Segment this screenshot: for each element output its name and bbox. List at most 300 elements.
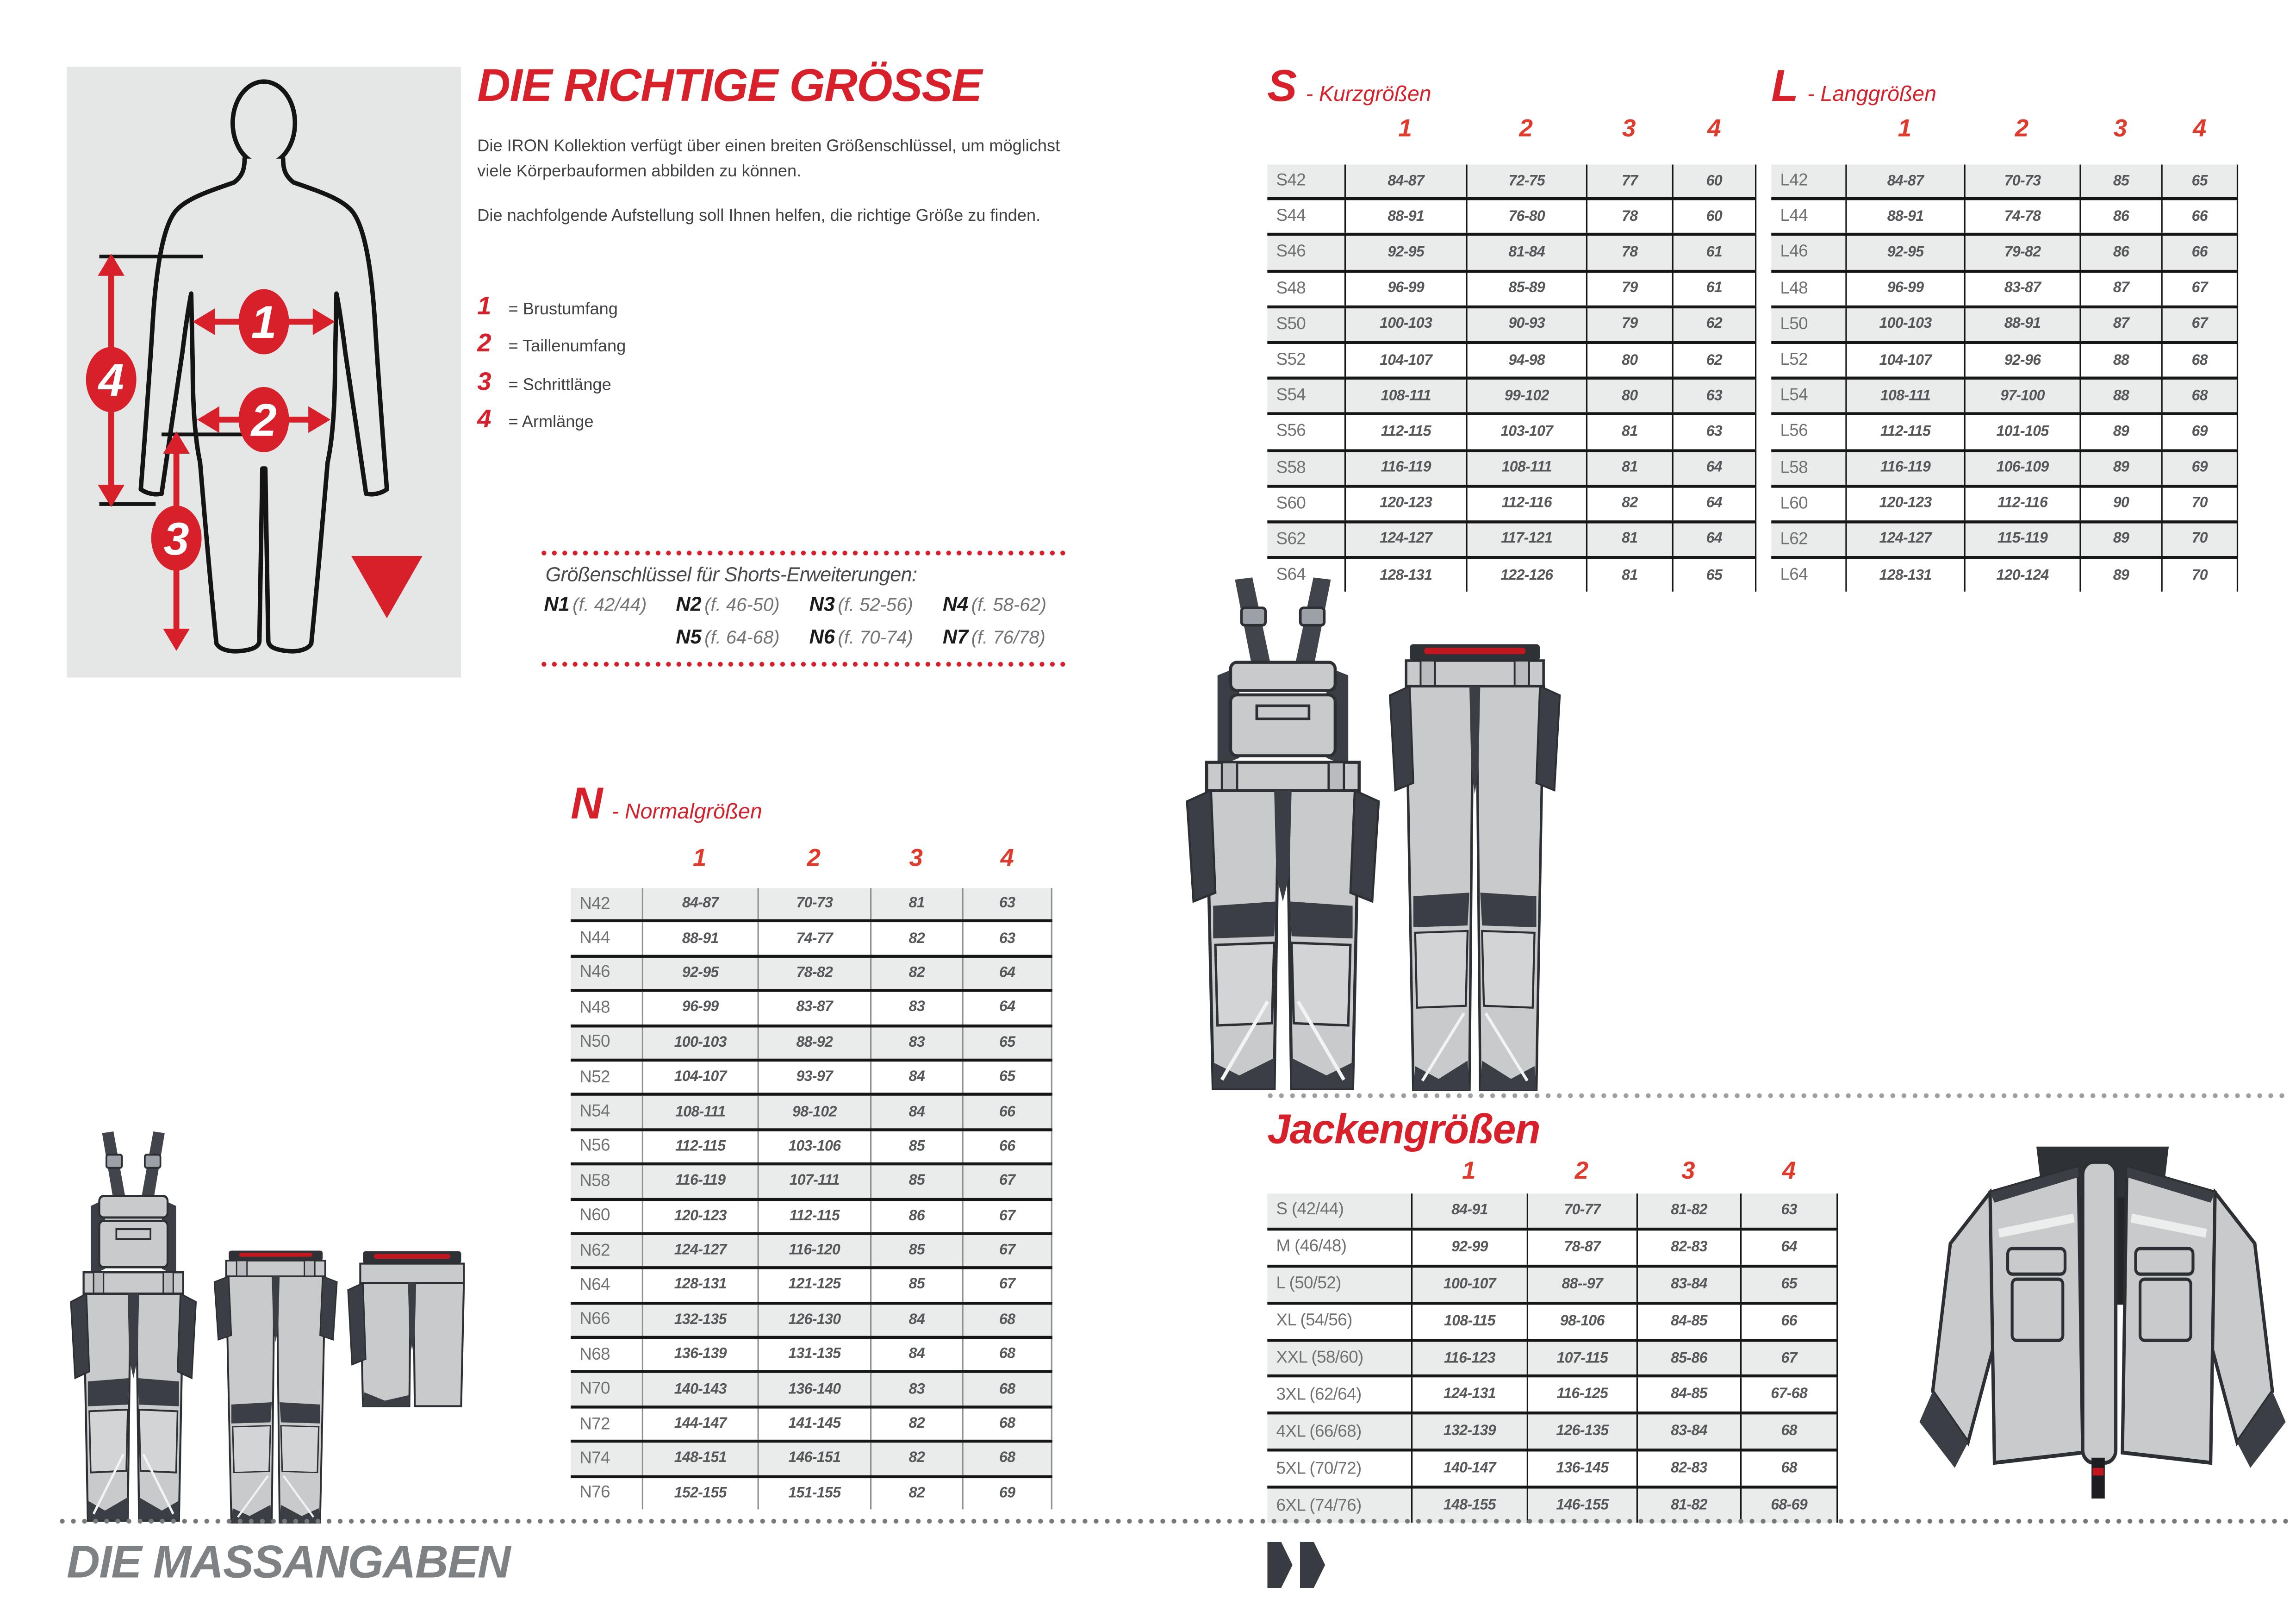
cell-value: 100-103	[1344, 308, 1466, 341]
column-header-3: 3	[909, 845, 923, 872]
cell-value: 122-126	[1466, 559, 1586, 592]
marker-4: 4	[98, 355, 124, 406]
cell-value: 78-87	[1527, 1230, 1636, 1264]
row-label: L54	[1780, 387, 1808, 406]
cell-value: 70	[2161, 487, 2239, 520]
shorts-key-item	[943, 624, 1072, 651]
row-label: N74	[579, 1450, 610, 1468]
legend-item-4	[477, 405, 626, 443]
cell-value: 108-115	[1411, 1304, 1527, 1338]
row-label: S60	[1276, 495, 1306, 513]
table-row	[1771, 233, 2238, 269]
size-range: (f. 64-68)	[704, 627, 780, 648]
table-row	[1267, 1412, 1838, 1449]
cell-value: 100-103	[642, 1027, 758, 1059]
cell-value: 67	[2161, 308, 2239, 341]
table-row	[1267, 1301, 1838, 1338]
cell-value: 124-131	[1411, 1378, 1527, 1412]
column-header-3: 3	[1681, 1158, 1695, 1185]
size-code: N4	[942, 593, 969, 616]
table-row	[1267, 1449, 1838, 1486]
cell-value: 112-115	[642, 1131, 758, 1163]
column-header-3: 3	[1622, 115, 1636, 143]
cell-value: 93-97	[758, 1062, 870, 1093]
cell-value: 103-106	[758, 1131, 870, 1163]
cell-value: 124-127	[642, 1235, 758, 1267]
row-label: L42	[1780, 172, 1808, 190]
bib-overall-illustration	[1174, 575, 1392, 1097]
jacket-sizes-title: Jackengrößen	[1267, 1106, 1540, 1152]
cell-value: 77	[1586, 164, 1672, 197]
section-letter: L	[1771, 62, 1798, 112]
intro-paragraph-1: Die IRON Kollektion verfügt über einen breiten Größenschlüssel, um möglichst viele Körperbauformen abbilden zu können.	[477, 137, 1060, 181]
table-row	[1267, 341, 1756, 376]
cell-value: 103-107	[1466, 416, 1586, 449]
row-label: L50	[1780, 315, 1808, 334]
cell-value: 85	[870, 1269, 962, 1301]
row-label: N54	[579, 1103, 610, 1121]
cell-value: 79	[1586, 272, 1672, 305]
table-row	[571, 920, 1052, 955]
cell-value: 107-111	[758, 1166, 870, 1198]
section-header-normalgroessen	[571, 780, 762, 831]
cell-value: 124-127	[1344, 523, 1466, 556]
cell-value: 140-143	[642, 1374, 758, 1405]
intro-block	[477, 59, 1070, 249]
section-letter: N	[571, 780, 603, 829]
cell-value: 63	[962, 888, 1052, 920]
cell-value: 112-115	[1845, 416, 1964, 449]
table-header-row	[571, 845, 1052, 888]
cell-value: 82	[1586, 487, 1672, 520]
cell-value: 115-119	[1964, 523, 2080, 556]
cell-value: 64	[962, 992, 1052, 1024]
cell-value: 89	[2079, 451, 2161, 484]
table-row	[1267, 377, 1756, 412]
cell-value: 141-145	[758, 1408, 870, 1440]
cell-value: 124-127	[1845, 523, 1964, 556]
cell-value: 84-87	[642, 888, 758, 920]
row-label: N72	[579, 1415, 610, 1433]
row-label: L56	[1780, 423, 1808, 441]
red-dotted-divider	[541, 661, 1069, 667]
cell-value: 81-84	[1466, 236, 1586, 269]
row-label: S44	[1276, 208, 1306, 226]
cell-value: 108-111	[1344, 380, 1466, 412]
cell-value: 67	[962, 1235, 1052, 1267]
cell-value: 72-75	[1466, 164, 1586, 197]
cell-value: 81	[870, 888, 962, 920]
cell-value: 80	[1586, 380, 1672, 412]
table-row	[1267, 269, 1756, 305]
section-letter: S	[1267, 62, 1297, 112]
shorts-key-item	[676, 592, 809, 618]
cell-value: 65	[1740, 1268, 1838, 1301]
cell-value: 63	[1672, 416, 1757, 449]
section-header-langgroessen	[1771, 62, 1936, 113]
cell-value: 70	[2161, 523, 2239, 556]
section-header-kurzgroessen	[1267, 62, 1431, 113]
cell-value: 92-96	[1964, 344, 2080, 377]
corner-cell	[1771, 116, 1845, 165]
cell-value: 81	[1586, 416, 1672, 449]
cell-value: 69	[2161, 451, 2239, 484]
legend-item-2	[477, 330, 626, 367]
cell-value: 65	[2161, 164, 2239, 197]
table-row	[1771, 556, 2238, 592]
row-label: S48	[1276, 280, 1306, 298]
cell-value: 68	[962, 1374, 1052, 1405]
cell-value: 88-91	[1845, 200, 1964, 233]
section-name: - Kurzgrößen	[1306, 83, 1431, 107]
row-label: S (42/44)	[1276, 1201, 1344, 1220]
cell-value: 67	[962, 1166, 1052, 1198]
legend-number: 1	[477, 292, 492, 320]
cell-value: 121-125	[758, 1269, 870, 1301]
cell-value: 84-87	[1845, 164, 1964, 197]
cell-value: 68	[962, 1408, 1052, 1440]
cell-value: 89	[2079, 416, 2161, 449]
marker-3: 3	[163, 513, 189, 565]
work-pants-illustration	[1384, 641, 1565, 1097]
table-row	[571, 1336, 1052, 1371]
cell-value: 81	[1586, 451, 1672, 484]
section-name: - Normalgrößen	[611, 800, 762, 824]
row-label: L (50/52)	[1276, 1275, 1341, 1293]
row-label: N60	[579, 1207, 610, 1225]
table-row	[1771, 449, 2238, 484]
row-label: S58	[1276, 459, 1306, 477]
row-label: N66	[579, 1311, 610, 1329]
cell-value: 69	[962, 1478, 1052, 1510]
shorts-key-item	[809, 592, 943, 618]
row-label: L44	[1780, 208, 1808, 226]
cell-value: 92-95	[1344, 236, 1466, 269]
row-label: S64	[1276, 566, 1306, 585]
cell-value: 82	[870, 1408, 962, 1440]
cell-value: 82	[870, 1478, 962, 1510]
cell-value: 64	[1672, 523, 1757, 556]
table-row	[1267, 1338, 1838, 1375]
cell-value: 89	[2079, 559, 2161, 592]
shorts-illustration	[344, 1249, 480, 1415]
row-label: L60	[1780, 495, 1808, 513]
cell-value: 80	[1586, 344, 1672, 377]
cell-value: 96-99	[1845, 272, 1964, 305]
column-header-3: 3	[2113, 115, 2128, 143]
cell-value: 112-115	[1344, 416, 1466, 449]
table-row	[571, 888, 1052, 920]
cell-value: 116-125	[1527, 1378, 1636, 1412]
cell-value: 85	[870, 1235, 962, 1267]
cell-value: 128-131	[1845, 559, 1964, 592]
row-label: L64	[1780, 566, 1808, 585]
cell-value: 104-107	[1344, 344, 1466, 377]
cell-value: 79-82	[1964, 236, 2080, 269]
table-header-row	[1267, 116, 1756, 165]
row-label: N70	[579, 1380, 610, 1399]
cell-value: 140-147	[1411, 1452, 1527, 1486]
cell-value: 84	[870, 1096, 962, 1128]
cell-value: 84-85	[1636, 1378, 1740, 1412]
row-label: 4XL (66/68)	[1276, 1423, 1362, 1441]
size-range: (f. 76/78)	[971, 627, 1045, 648]
table-row	[1267, 1227, 1838, 1264]
cell-value: 63	[1672, 380, 1757, 412]
cell-value: 126-130	[758, 1304, 870, 1336]
row-label: N48	[579, 999, 610, 1017]
cell-value: 104-107	[642, 1062, 758, 1093]
cell-value: 62	[1672, 344, 1757, 377]
table-header-row	[1267, 1158, 1838, 1193]
row-label: S56	[1276, 423, 1306, 441]
size-range: (f. 52-56)	[838, 594, 913, 616]
row-label: L46	[1780, 244, 1808, 262]
cell-value: 68	[1740, 1415, 1838, 1449]
cell-value: 152-155	[642, 1478, 758, 1510]
size-code: N7	[942, 625, 969, 648]
column-header-1: 1	[1898, 115, 1912, 143]
cell-value: 132-139	[1411, 1415, 1527, 1449]
cell-value: 136-145	[1527, 1452, 1636, 1486]
cell-value: 84-85	[1636, 1304, 1740, 1338]
cell-value: 82-83	[1636, 1452, 1740, 1486]
cell-value: 68-69	[1740, 1489, 1838, 1523]
cell-value: 92-99	[1411, 1230, 1527, 1264]
cell-value: 65	[962, 1027, 1052, 1059]
table-normalgroessen	[571, 845, 1052, 1510]
cell-value: 86	[2079, 236, 2161, 269]
table-row	[571, 1440, 1052, 1475]
cell-value: 83-84	[1636, 1415, 1740, 1449]
cell-value: 67	[962, 1269, 1052, 1301]
cell-value: 116-119	[642, 1166, 758, 1198]
corner-cell	[1267, 116, 1344, 165]
row-label: S62	[1276, 531, 1306, 549]
table-row	[1267, 164, 1756, 197]
cell-value: 68	[962, 1443, 1052, 1475]
legend-label: = Armlänge	[508, 414, 594, 432]
cell-value: 81-82	[1636, 1193, 1740, 1227]
table-row	[1771, 412, 2238, 448]
cell-value: 83	[870, 992, 962, 1024]
corner-cell	[571, 845, 642, 888]
row-label: XL (54/56)	[1276, 1312, 1352, 1330]
legend-number: 2	[477, 330, 492, 358]
cell-value: 116-123	[1411, 1341, 1527, 1375]
cell-value: 62	[1672, 308, 1757, 341]
cell-value: 88-91	[642, 923, 758, 955]
table-row	[1267, 449, 1756, 484]
row-label: L52	[1780, 351, 1808, 369]
table-row	[571, 1301, 1052, 1336]
row-label: S52	[1276, 351, 1306, 369]
row-label: 5XL (70/72)	[1276, 1460, 1362, 1478]
legend-label: = Taillenumfang	[508, 338, 626, 356]
cell-value: 146-151	[758, 1443, 870, 1475]
cell-value: 98-102	[758, 1096, 870, 1128]
cell-value: 61	[1672, 272, 1757, 305]
table-row	[571, 955, 1052, 989]
measurement-legend	[477, 292, 626, 443]
cell-value: 100-107	[1411, 1268, 1527, 1301]
column-header-4: 4	[2193, 115, 2207, 143]
row-label: L62	[1780, 531, 1808, 549]
row-label: N62	[579, 1242, 610, 1260]
size-code: N2	[676, 593, 702, 616]
shorts-key-item	[943, 592, 1072, 618]
size-range: (f. 46-50)	[704, 594, 780, 616]
section-name: - Langgrößen	[1807, 83, 1936, 107]
chevron-right-icon	[1300, 1542, 1325, 1588]
cell-value: 116-120	[758, 1235, 870, 1267]
table-row	[1267, 1486, 1838, 1523]
cell-value: 78	[1586, 236, 1672, 269]
cell-value: 84-91	[1411, 1193, 1527, 1227]
table-langgroessen	[1771, 116, 2238, 592]
table-row	[1771, 305, 2238, 341]
table-row	[571, 1128, 1052, 1162]
table-row	[571, 1475, 1052, 1510]
cell-value: 87	[2079, 308, 2161, 341]
cell-value: 67	[1740, 1341, 1838, 1375]
row-label: XXL (58/60)	[1276, 1349, 1363, 1367]
cell-value: 63	[962, 923, 1052, 955]
cell-value: 128-131	[642, 1269, 758, 1301]
cell-value: 66	[2161, 200, 2239, 233]
size-code: N3	[809, 593, 835, 616]
cell-value: 82	[870, 1443, 962, 1475]
cell-value: 68	[962, 1339, 1052, 1371]
cell-value: 64	[1740, 1230, 1838, 1264]
table-row	[1771, 341, 2238, 376]
cell-value: 85	[870, 1166, 962, 1198]
cell-value: 82	[870, 923, 962, 955]
cell-value: 96-99	[1344, 272, 1466, 305]
cell-value: 88	[2079, 380, 2161, 412]
cell-value: 112-116	[1964, 487, 2080, 520]
cell-value: 64	[1672, 451, 1757, 484]
table-row	[1771, 520, 2238, 556]
cell-value: 98-106	[1527, 1304, 1636, 1338]
cell-value: 84	[870, 1339, 962, 1371]
page-title: DIE RICHTIGE GRÖSSE	[477, 59, 982, 112]
cell-value: 85	[870, 1131, 962, 1163]
corner-cell	[1267, 1158, 1411, 1193]
cell-value: 87	[2079, 272, 2161, 305]
red-dotted-divider	[541, 550, 1069, 556]
column-header-1: 1	[1398, 115, 1412, 143]
shorts-key-title: Größenschlüssel für Shorts-Erweiterungen:	[545, 563, 917, 586]
legend-label: = Brustumfang	[508, 301, 618, 319]
cell-value: 70-77	[1527, 1193, 1636, 1227]
cell-value: 116-119	[1344, 451, 1466, 484]
cell-value: 66	[962, 1096, 1052, 1128]
cell-value: 60	[1672, 164, 1757, 197]
body-outline-illustration	[67, 67, 461, 678]
cell-value: 112-116	[1466, 487, 1586, 520]
dotted-divider	[1267, 1093, 2290, 1099]
cell-value: 126-135	[1527, 1415, 1636, 1449]
cell-value: 61	[1672, 236, 1757, 269]
cell-value: 81-82	[1636, 1489, 1740, 1523]
row-label: L58	[1780, 459, 1808, 477]
cell-value: 81	[1586, 523, 1672, 556]
column-header-1: 1	[692, 845, 707, 872]
cell-value: 120-123	[1344, 487, 1466, 520]
cell-value: 100-103	[1845, 308, 1964, 341]
cell-value: 79	[1586, 308, 1672, 341]
cell-value: 60	[1672, 200, 1757, 233]
shorts-key-item	[809, 624, 943, 651]
size-range: (f. 58-62)	[971, 594, 1047, 616]
cell-value: 65	[962, 1062, 1052, 1093]
cell-value: 85-86	[1636, 1341, 1740, 1375]
table-row	[1771, 269, 2238, 305]
cell-value: 66	[1740, 1304, 1838, 1338]
forward-chevrons-icon	[1267, 1542, 1325, 1588]
cell-value: 88-91	[1344, 200, 1466, 233]
cell-value: 85	[2079, 164, 2161, 197]
bottom-dotted-divider	[59, 1518, 2290, 1524]
body-measurement-diagram	[67, 67, 461, 678]
column-header-1: 1	[1462, 1158, 1476, 1185]
cell-value: 67	[962, 1200, 1052, 1232]
cell-value: 99-102	[1466, 380, 1586, 412]
table-row	[1267, 1264, 1838, 1301]
cell-value: 81	[1586, 559, 1672, 592]
row-label: N46	[579, 964, 610, 982]
cell-value: 92-95	[1845, 236, 1964, 269]
row-label: L48	[1780, 280, 1808, 298]
row-label: N76	[579, 1484, 610, 1503]
cell-value: 76-80	[1466, 200, 1586, 233]
cell-value: 108-111	[642, 1096, 758, 1128]
table-row	[571, 1405, 1052, 1440]
cell-value: 70-73	[758, 888, 870, 920]
cell-value: 64	[962, 957, 1052, 989]
row-label: S46	[1276, 244, 1306, 262]
cell-value: 83-87	[1964, 272, 2080, 305]
table-row	[571, 989, 1052, 1024]
table-kurzgroessen	[1267, 116, 1756, 592]
row-label: S42	[1276, 172, 1306, 190]
cell-value: 68	[2161, 380, 2239, 412]
cell-value: 66	[962, 1131, 1052, 1163]
cell-value: 131-135	[758, 1339, 870, 1371]
work-pants-small-illustration	[211, 1249, 341, 1527]
table-row	[1267, 233, 1756, 269]
cell-value: 68	[1740, 1452, 1838, 1486]
cell-value: 84-87	[1344, 164, 1466, 197]
bib-overall-small-illustration	[62, 1130, 205, 1527]
table-header-row	[1771, 116, 2238, 165]
cell-value: 88	[2079, 344, 2161, 377]
cell-value: 112-115	[758, 1200, 870, 1232]
cell-value: 65	[1672, 559, 1757, 592]
legend-item-1	[477, 292, 626, 330]
size-code: N5	[676, 625, 702, 648]
cell-value: 86	[870, 1200, 962, 1232]
table-row	[571, 1371, 1052, 1405]
size-code: N1	[544, 593, 570, 616]
row-label: N52	[579, 1068, 610, 1087]
legend-number: 3	[477, 367, 492, 396]
cell-value: 132-135	[642, 1304, 758, 1336]
shorts-key-item	[676, 624, 809, 651]
cell-value: 92-95	[642, 957, 758, 989]
cell-value: 120-123	[1845, 487, 1964, 520]
